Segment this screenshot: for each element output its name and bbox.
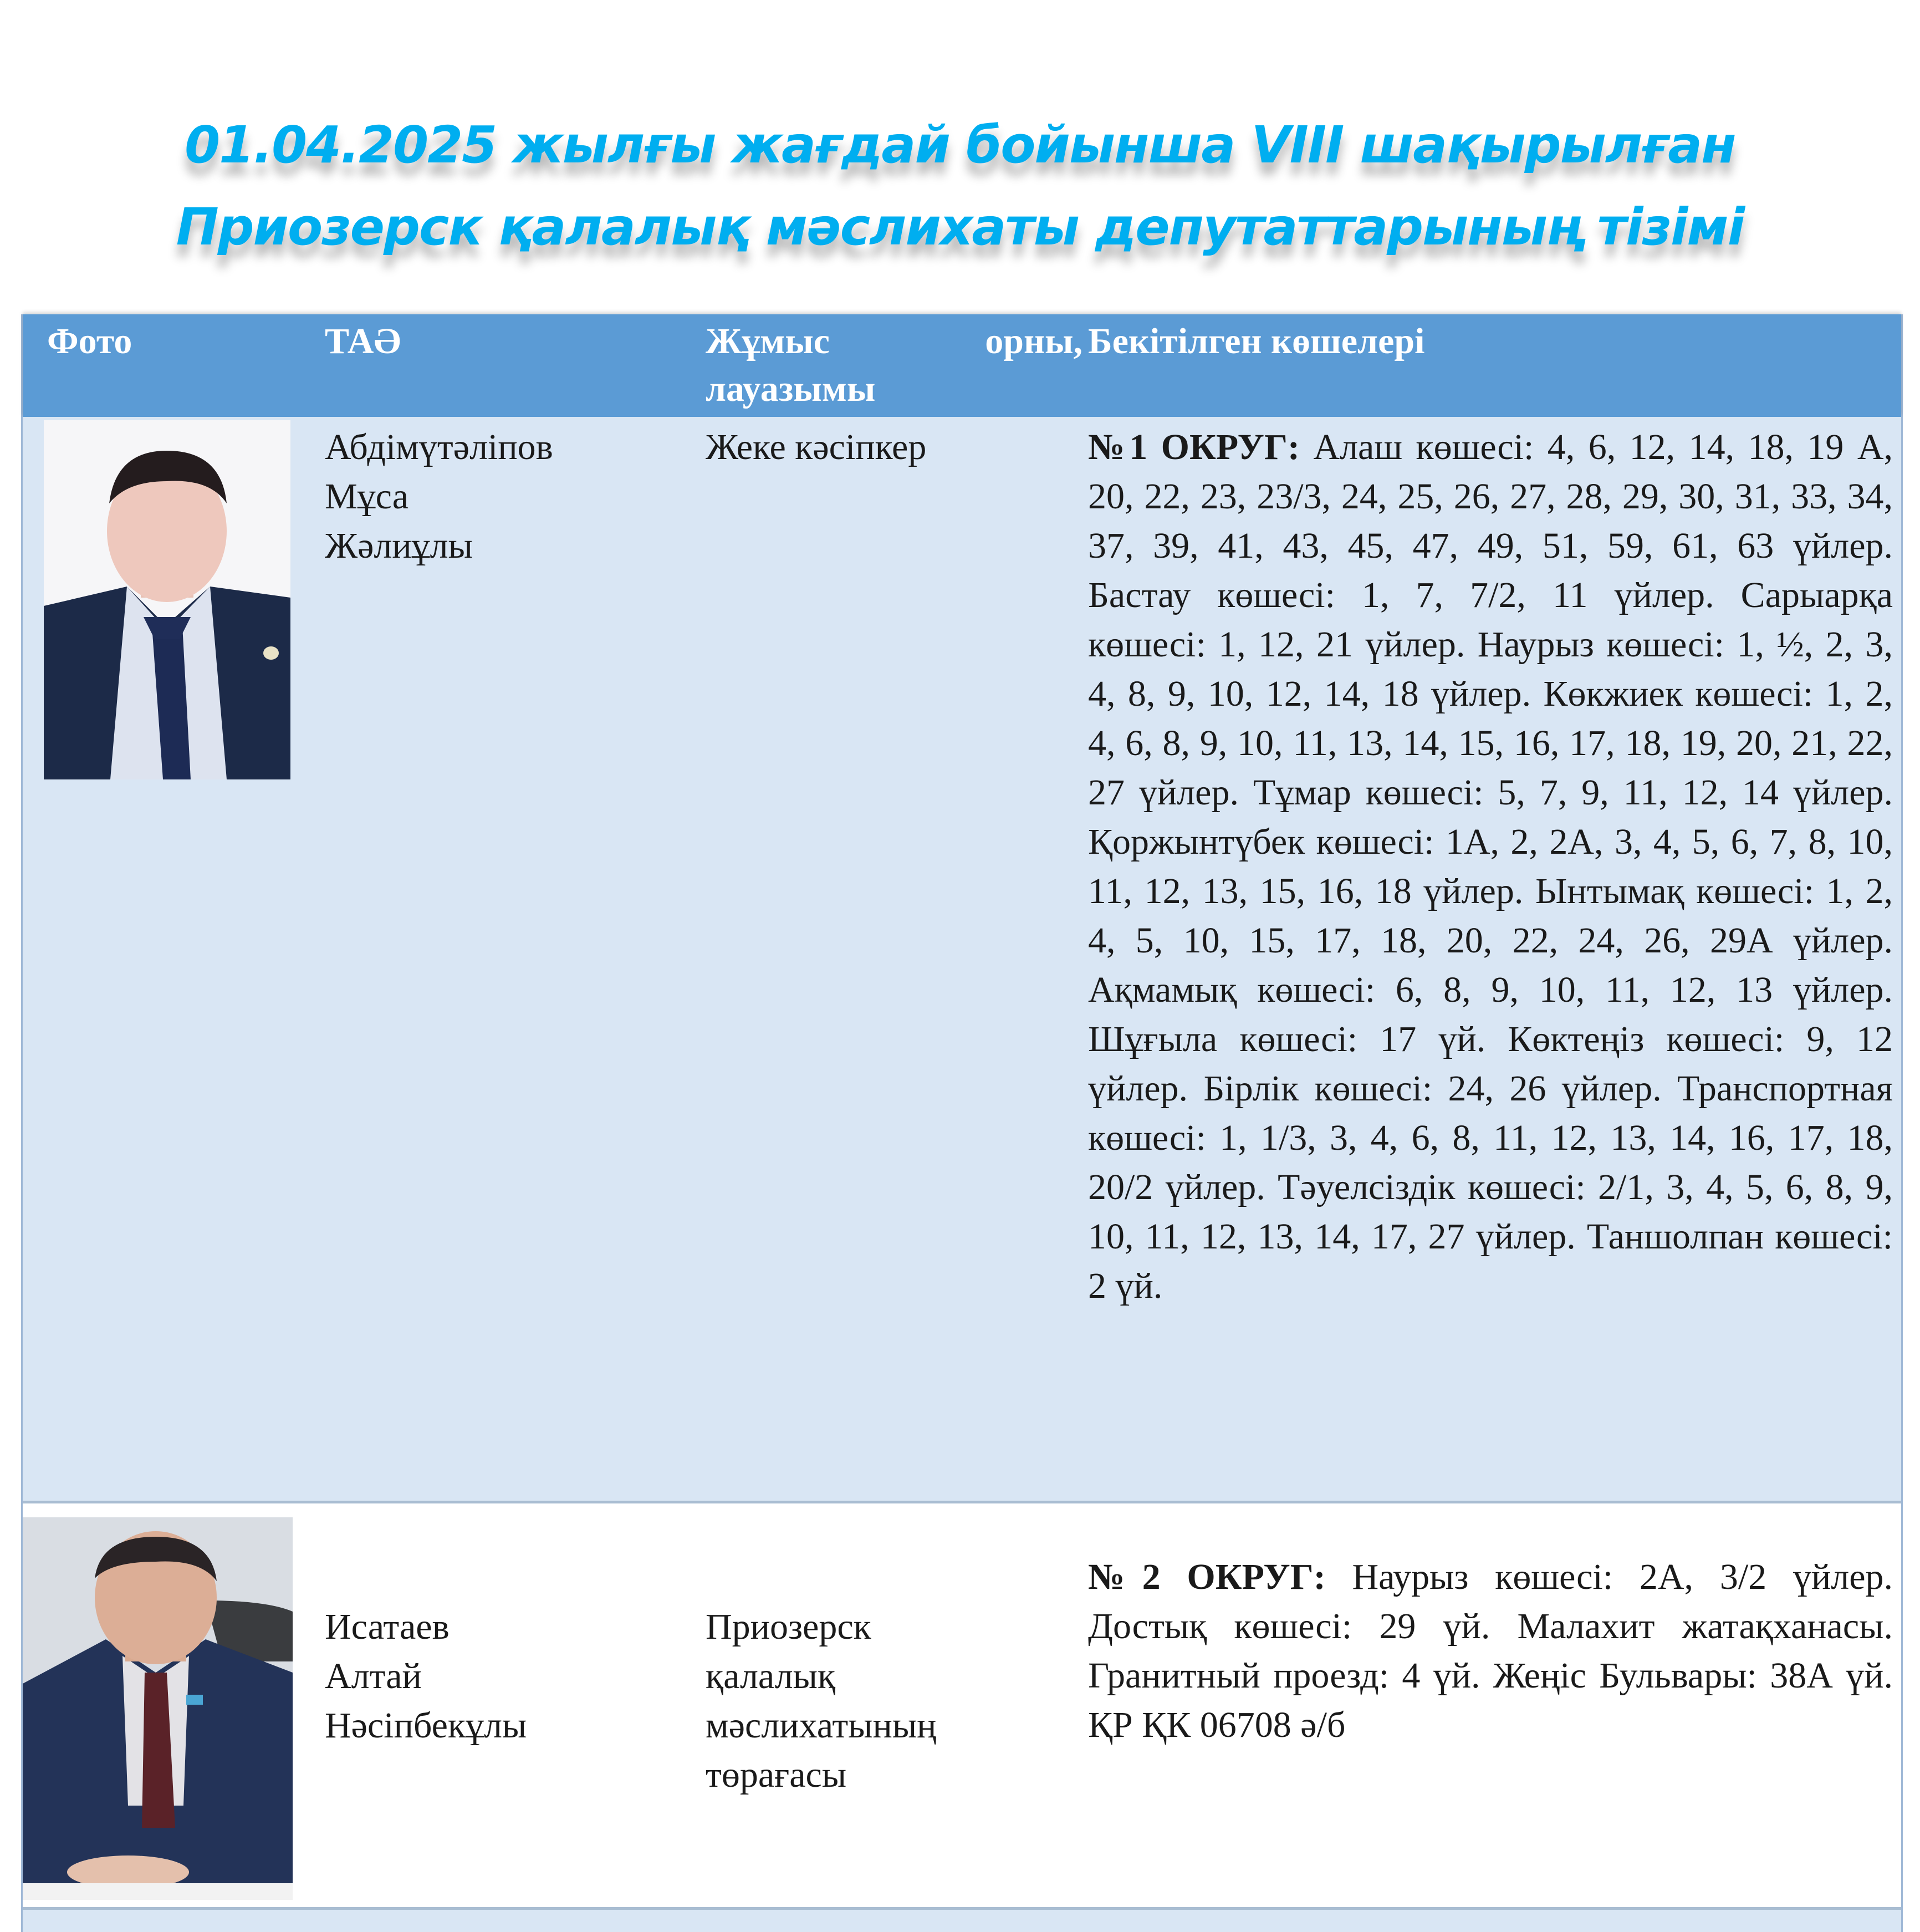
name-line: Абдімүтәліпов xyxy=(325,427,553,467)
deputy-name xyxy=(325,422,702,570)
assigned-streets xyxy=(1088,1552,1893,1750)
streets-text: Наурыз көшесі: 2А, 3/2 үйлер. Достық көшесі: 29 үй. Малахит жатақханасы. Гранитный проезд: 4 үй. Жеңіс Бульвары: 38А үй. ҚР ҚК 06708 ә/б xyxy=(1088,1557,1893,1745)
header-job-word: орны, xyxy=(985,321,1082,361)
job-line: қалалық xyxy=(706,1656,836,1696)
table-header xyxy=(23,314,1901,417)
name-line: Нәсіпбекұлы xyxy=(325,1705,527,1746)
header-job-line-1 xyxy=(706,318,1082,365)
name-line: Мұса xyxy=(325,476,409,517)
portrait-photo-icon xyxy=(23,1517,293,1900)
header-streets: Бекітілген көшелері xyxy=(1088,321,1425,361)
header-job xyxy=(706,318,1082,413)
header-photo: Фото xyxy=(47,321,132,361)
table-row xyxy=(23,1503,1901,1910)
district-label: №2 ОКРУГ: xyxy=(1088,1557,1326,1597)
job-line: Приозерск xyxy=(706,1607,871,1647)
job-line: мәслихатының xyxy=(706,1705,937,1746)
name-line: Исатаев xyxy=(325,1607,450,1647)
table-row xyxy=(23,417,1901,1503)
district-label: №1 ОКРУГ: xyxy=(1088,427,1300,467)
assigned-streets xyxy=(1088,422,1893,1311)
job-line: Жеке кәсіпкер xyxy=(706,427,927,467)
name-line: Жәлиұлы xyxy=(325,526,473,566)
deputies-table xyxy=(21,314,1903,1932)
title-line-1: 01.04.2025 жылғы жағдай бойынша VIII шақырылған xyxy=(185,115,1735,175)
table-row xyxy=(23,1910,1901,1932)
deputy-name xyxy=(325,1602,702,1750)
name-line: Алтай xyxy=(325,1656,422,1696)
header-job-word: Жұмыс xyxy=(706,321,830,361)
page-title xyxy=(0,104,1920,268)
job-line: төрағасы xyxy=(706,1755,847,1795)
deputy-photo xyxy=(44,420,290,779)
portrait-photo-icon xyxy=(44,420,290,779)
title-line-2: Приозерск қалалық мәслихаты депутаттарының тізімі xyxy=(176,197,1744,257)
deputy-job xyxy=(706,422,1078,472)
deputy-job xyxy=(706,1602,1078,1800)
deputy-photo xyxy=(23,1517,293,1900)
header-job-line-2: лауазымы xyxy=(706,369,876,409)
streets-text: Алаш көшесі: 4, 6, 12, 14, 18, 19 А, 20, 22, 23, 23/3, 24, 25, 26, 27, 28, 29, 30, 31, 33, 34, 37, 39, 41, 43, 45, 47, 49, 51, 59, 61, 63 үйлер. Бастау көшесі: 1, 7, 7/2, 11 үйлер. Сарыарқа көшесі: 1, 12, 21 үйлер. Наурыз көшесі: 1, ½, 2, 3, 4, 8, 9, 10, 12, 14, 18 үйлер. Көкжиек көшесі: 1, 2, 4, 6, 8, 9, 10, 11, 13, 14, 15, 16, 17, 18, 19, 20, 21, 22, 27 үйлер. Тұмар көшесі: 5, 7, 9, 11, 12, 14 үйлер. Қоржынтүбек көшесі: 1А, 2, 2А, 3, 4, 5, 6, 7, 8, 10, 11, 12, 13, 15, 16, 18 үйлер. Ынтымақ көшесі: 1, 2, 4, 5, 10, 15, 17, 18, 20, 22, 24, 26, 29А үйлер. Ақмамық көшесі: 6, 8, 9, 10, 11, 12, 13 үйлер. Шұғыла көшесі: 17 үй. Көктеңіз көшесі: 9, 12 үйлер. Бірлік көшесі: 24, 26 үйлер. Транспортная көшесі: 1, 1/3, 3, 4, 6, 8, 11, 12, 13, 14, 16, 17, 18, 20/2 үйлер. Тәуелсіздік көшесі: 2/1, 3, 4, 5, 6, 8, 9, 10, 11, 12, 13, 14, 17, 27 үйлер. Таншолпан көшесі: 2 үй. xyxy=(1088,427,1893,1306)
header-name: ТАӘ xyxy=(325,321,401,361)
